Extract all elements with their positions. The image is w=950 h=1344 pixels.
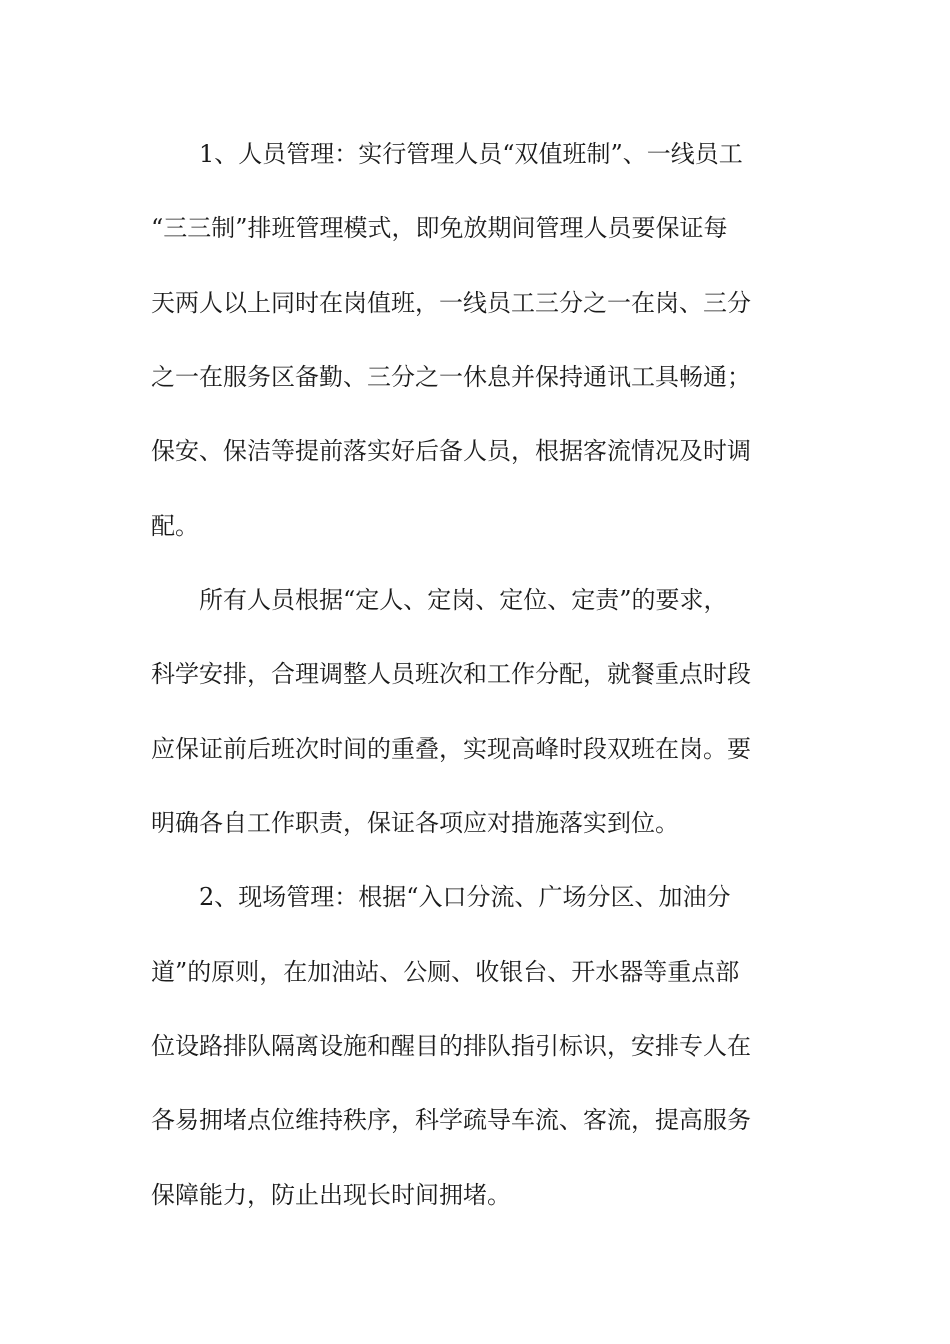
text-line: 明确各自工作职责，保证各项应对措施落实到位。 xyxy=(151,809,679,837)
text-line: 2、现场管理：根据“入口分流、广场分区、加油分 xyxy=(199,883,731,911)
text-line: 天两人以上同时在岗值班，一线员工三分之一在岗、三分 xyxy=(151,289,751,317)
text-line: 位设路排队隔离设施和醒目的排队指引标识，安排专人在 xyxy=(151,1032,751,1060)
text-line: 各易拥堵点位维持秩序，科学疏导车流、客流，提高服务 xyxy=(151,1106,751,1134)
text-line: 1、人员管理：实行管理人员“双值班制”、一线员工 xyxy=(199,140,743,168)
text-line: 配。 xyxy=(151,512,199,540)
text-line: 保障能力，防止出现长时间拥堵。 xyxy=(151,1181,511,1209)
text-line: 道”的原则，在加油站、公厕、收银台、开水器等重点部 xyxy=(151,958,740,986)
text-line: “三三制”排班管理模式，即免放期间管理人员要保证每 xyxy=(151,214,728,242)
text-line: 科学安排，合理调整人员班次和工作分配，就餐重点时段 xyxy=(151,660,751,688)
text-line: 保安、保洁等提前落实好后备人员，根据客流情况及时调 xyxy=(151,437,751,465)
text-line: 之一在服务区备勤、三分之一休息并保持通讯工具畅通； xyxy=(151,363,751,391)
text-line: 所有人员根据“定人、定岗、定位、定责”的要求， xyxy=(199,586,728,614)
text-line: 应保证前后班次时间的重叠，实现高峰时段双班在岗。要 xyxy=(151,735,751,763)
